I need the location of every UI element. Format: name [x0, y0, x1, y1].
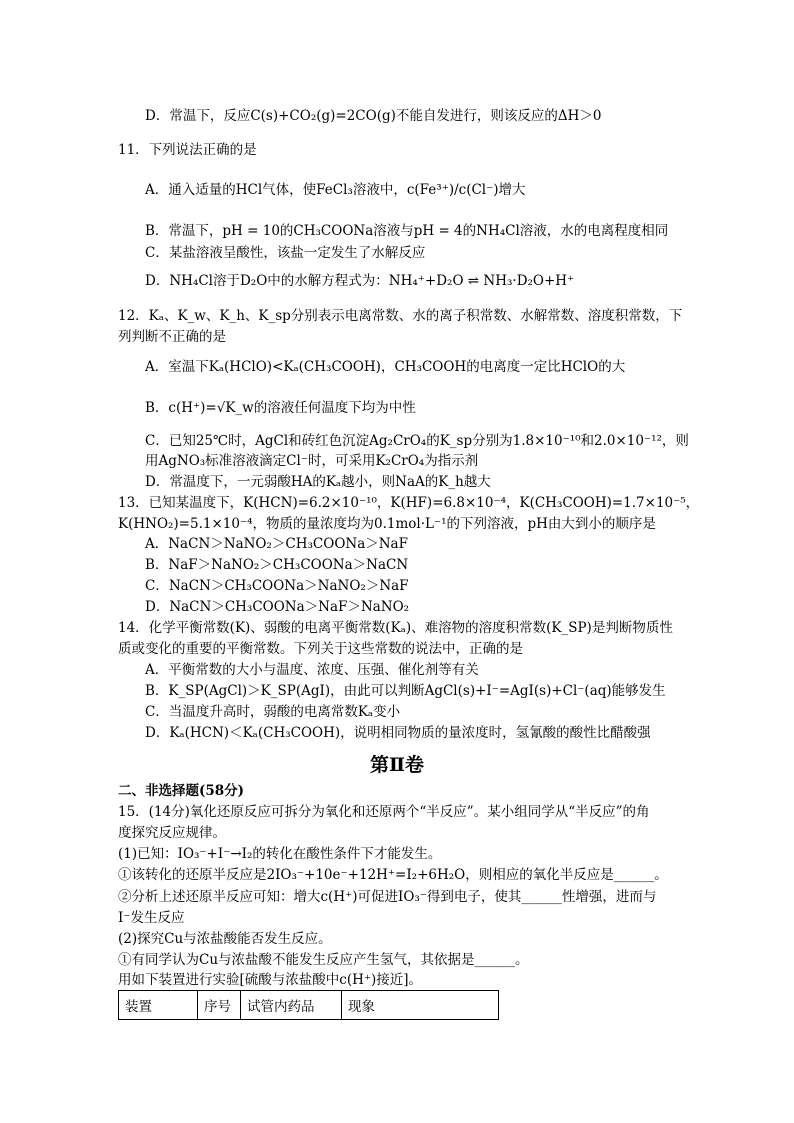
text-line: ②分析上述还原半反应可知：增大c(H⁺)可促进IO₃⁻得到电子，使其______性增强，进而与: [118, 889, 657, 905]
text-line: 11．下列说法正确的是: [118, 142, 257, 158]
text-line: D．Kₐ(HCN)＜Kₐ(CH₃COOH)，说明相同物质的量浓度时，氢氰酸的酸性比醋酸强: [145, 725, 651, 741]
text-line: C．NaCN＞CH₃COONa＞NaNO₂＞NaF: [145, 578, 409, 594]
section-title: 第Ⅱ卷: [369, 754, 424, 776]
text-line: B．NaF＞NaNO₂＞CH₃COONa＞NaCN: [145, 557, 409, 573]
text-line: A．平衡常数的大小与温度、浓度、压强、催化剂等有关: [145, 662, 479, 678]
text-line: D．NH₄Cl溶于D₂O中的水解方程式为：NH₄⁺+D₂O ⇌ NH₃·D₂O+H⁺: [145, 273, 575, 289]
table-header-cell: 序号: [198, 991, 241, 1020]
text-line: D．常温度下，一元弱酸HA的Kₐ越小，则NaA的K_h越大: [145, 474, 491, 490]
text-line: (2)探究Cu与浓盐酸能否发生反应。: [118, 931, 332, 947]
text-line: B．c(H⁺)=√K_w的溶液任何温度下均为中性: [145, 400, 416, 416]
text-line: 15．(14分)氧化还原反应可拆分为氧化和还原两个“半反应”。某小组同学从“半反应”的角: [118, 804, 650, 820]
text-line: 用AgNO₃标准溶液滴定Cl⁻时，可采用K₂CrO₄为指示剂: [145, 453, 479, 469]
text-line: 用如下装置进行实验[硫酸与浓盐酸中c(H⁺)接近]。: [118, 972, 423, 988]
text-line: ①有同学认为Cu与浓盐酸不能发生反应产生氢气，其依据是______。: [118, 952, 529, 968]
text-line: C．某盐溶液呈酸性，该盐一定发生了水解反应: [145, 245, 426, 261]
text-line: C．已知25℃时，AgCl和砖红色沉淀Ag₂CrO₄的K_sp分别为1.8×10⁻¹⁰和2.0×10⁻¹²，则: [145, 433, 689, 449]
text-line: 13．已知某温度下，K(HCN)=6.2×10⁻¹⁰，K(HF)=6.8×10⁻⁴，K(CH₃COOH)=1.7×10⁻⁵，: [118, 495, 700, 511]
table-header-cell: 试管内药品: [241, 991, 342, 1020]
text-line: D．NaCN＞CH₃COONa＞NaF＞NaNO₂: [145, 599, 410, 615]
text-line: B．K_SP(AgCl)＞K_SP(AgI)，由此可以判断AgCl(s)+I⁻=AgI(s)+Cl⁻(aq)能够发生: [145, 683, 666, 699]
text-line: D．常温下，反应C(s)+CO₂(g)=2CO(g)不能自发进行，则该反应的ΔH＞0: [145, 108, 602, 124]
text-line: (1)已知：IO₃⁻+I⁻→I₂的转化在酸性条件下才能发生。: [118, 846, 442, 862]
text-line: ①该转化的还原半反应是2IO₃⁻+10e⁻+12H⁺=I₂+6H₂O，则相应的氧化半反应是______。: [118, 867, 668, 883]
text-line: A．室温下Kₐ(HClO)<Kₐ(CH₃COOH)，CH₃COOH的电离度一定比HClO的大: [145, 359, 626, 375]
text-line: B．常温下，pH = 10的CH₃COONa溶液与pH = 4的NH₄Cl溶液，水的电离程度相同: [145, 223, 669, 239]
text-line: 质或变化的重要的平衡常数。下列关于这些常数的说法中，正确的是: [118, 641, 523, 657]
text-line: 12．Kₐ、K_w、K_h、K_sp分别表示电离常数、水的离子积常数、水解常数、溶度积常数，下: [118, 308, 683, 324]
text-line: K(HNO₂)=5.1×10⁻⁴，物质的量浓度均为0.1mol·L⁻¹的下列溶液，pH由大到小的顺序是: [118, 516, 656, 532]
text-line: A．通入适量的HCl气体，使FeCl₃溶液中，c(Fe³⁺)/c(Cl⁻)增大: [145, 182, 526, 198]
text-line: 14．化学平衡常数(K)、弱酸的电离平衡常数(Kₐ)、难溶物的溶度积常数(K_SP)是判断物质性: [118, 620, 673, 636]
text-line: C．当温度升高时，弱酸的电离常数Kₐ变小: [145, 704, 401, 720]
text-line: 度探究反应规律。: [118, 825, 226, 841]
apparatus-table: [118, 990, 499, 1020]
text-line: A．NaCN＞NaNO₂＞CH₃COONa＞NaF: [145, 536, 408, 552]
table-header-row: [119, 991, 499, 1020]
text-line: 二、非选择题(58分): [118, 783, 245, 799]
text-line: I⁻发生反应: [118, 910, 185, 926]
table-header-cell: 现象: [342, 991, 499, 1020]
text-line: 列判断不正确的是: [118, 329, 226, 345]
table-header-cell: 装置: [119, 991, 198, 1020]
